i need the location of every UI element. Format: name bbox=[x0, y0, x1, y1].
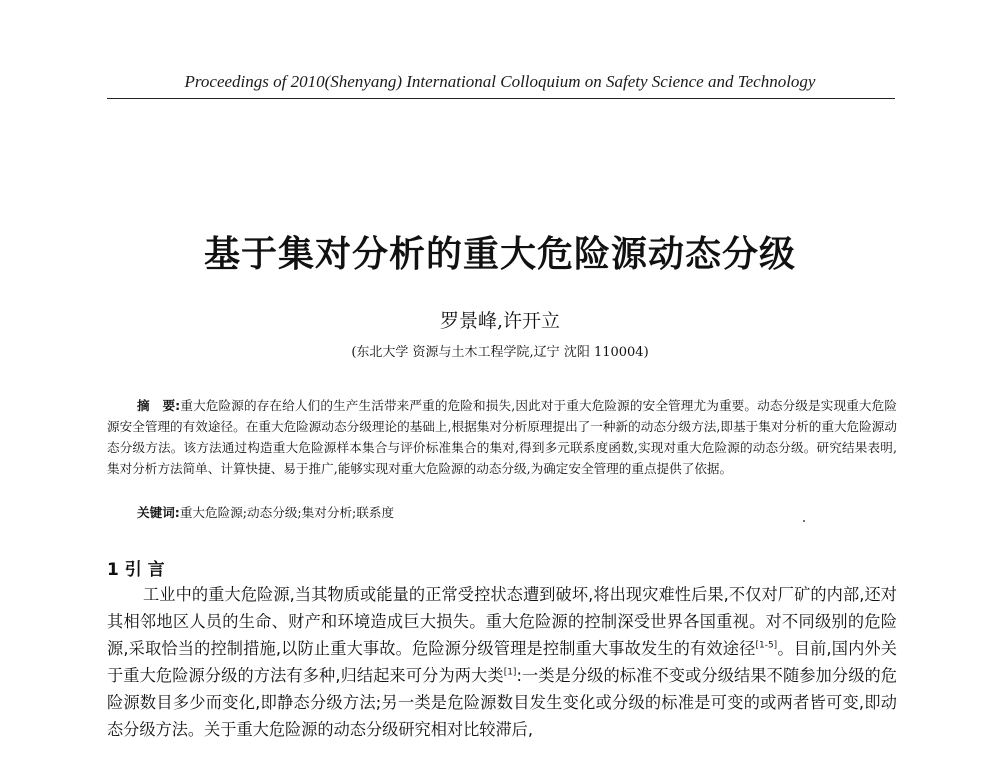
header-rule bbox=[107, 98, 895, 99]
keywords bbox=[137, 502, 897, 523]
body-paragraph bbox=[107, 581, 897, 743]
body-text-part3: :一类是分级的标准不变或分级结果不随参加分级的危险源数目多少而变化,即静态分级方法;另一类是危险源数目发生变化或分级的标准是可变的或两者皆可变,即动态分级方法。关于重大危险源的动态分级研究相对比较滞后, bbox=[107, 666, 897, 739]
citation-1: [1-5] bbox=[755, 640, 778, 651]
paper-affiliation: (东北大学 资源与土木工程学院,辽宁 沈阳 110004) bbox=[351, 345, 649, 360]
body-text-part2: 。目前,国内外关于重大危险源分级的方法有多种,归结起来可分为两大类 bbox=[107, 639, 897, 685]
abstract-text: 重大危险源的存在给人们的生产生活带来严重的危险和损失,因此对于重大危险源的安全管理尤为重要。动态分级是实现重大危险源安全管理的有效途径。在重大危险源动态分级理论的基础上,根据集对分析原理提出了一种新的动态分级方法,即基于集对分析的重大危险源动态分级方法。该方法通过构造重大危险源样本集合与评价标准集合的集对,得到多元联系度函数,实现对重大危险源的动态分级。研究结果表明,集对分析方法简单、计算快捷、易于推广,能够实现对重大危险源的动态分级,为确定安全管理的重点提供了依据。 bbox=[107, 398, 897, 476]
body-text-part1: 工业中的重大危险源,当其物质或能量的正常受控状态遭到破坏,将出现灾难性后果,不仅对厂矿的内部,还对其相邻地区人员的生命、财产和环境造成巨大损失。重大危险源的控制深受世界各国重视。对不同级别的危险源,采取恰当的控制措施,以防止重大事故。危险源分级管理是控制重大事故发生的有效途径 bbox=[107, 585, 897, 658]
stray-dot bbox=[803, 520, 805, 522]
keywords-text: 重大危险源;动态分级;集对分析;联系度 bbox=[179, 505, 395, 520]
keywords-label: 关键词: bbox=[137, 505, 180, 520]
running-header: Proceedings of 2010(Shenyang) International Colloquium on Safety Science and Technology bbox=[184, 72, 816, 91]
abstract bbox=[107, 395, 897, 479]
citation-2: [1] bbox=[503, 667, 517, 678]
paper-authors: 罗景峰,许开立 bbox=[439, 310, 561, 332]
paper-title: 基于集对分析的重大危险源动态分级 bbox=[203, 233, 796, 275]
abstract-label: 摘 要: bbox=[137, 398, 181, 413]
section-heading: 1 引 言 bbox=[107, 560, 165, 580]
